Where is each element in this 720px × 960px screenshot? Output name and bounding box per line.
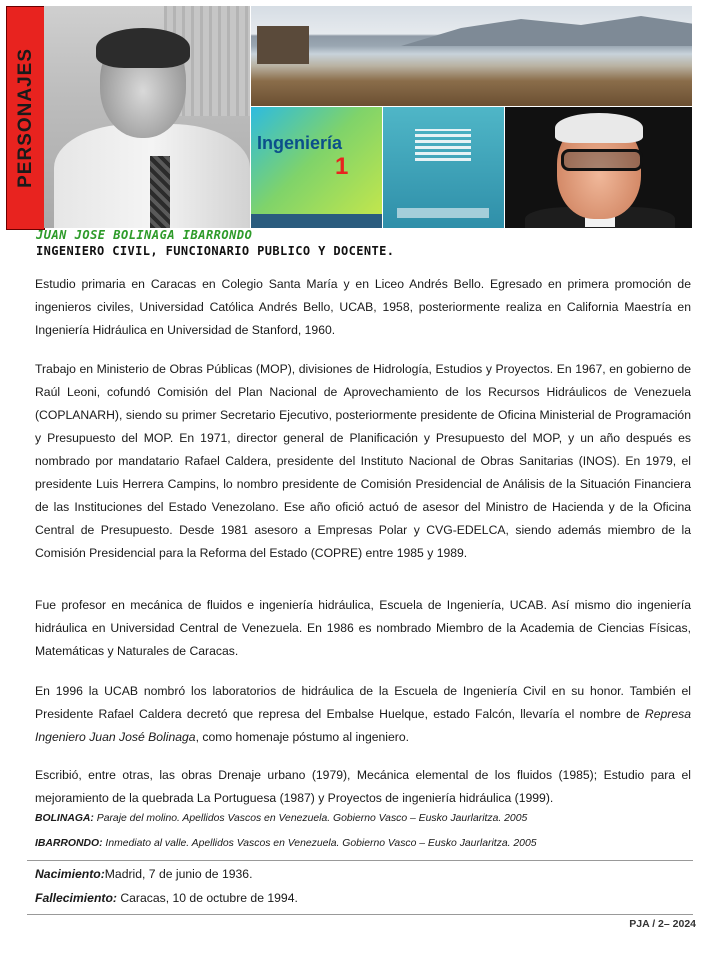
portrait-older-photo bbox=[505, 107, 692, 228]
surname-meaning: Inmediato al valle. Apellidos Vascos en Venezuela. Gobierno Vasco – Eusko Jaurlaritza. 2005 bbox=[102, 838, 537, 849]
header-banner bbox=[6, 6, 692, 230]
book-cover-ingenieria bbox=[251, 107, 382, 228]
surname-note bbox=[35, 838, 537, 849]
page-footer: PJA / 2– 2024 bbox=[629, 918, 696, 930]
book-cover-title: Ingeniería bbox=[257, 133, 343, 153]
portrait-young-photo bbox=[44, 6, 250, 228]
book-cover-hydraulics bbox=[383, 107, 504, 228]
reservoir-photo bbox=[251, 6, 692, 106]
surname-term: IBARRONDO: bbox=[35, 838, 103, 849]
death-fact bbox=[35, 891, 298, 905]
paragraph-text: , como homenaje póstumo al ingeniero. bbox=[195, 730, 409, 744]
person-name: JUAN JOSE BOLINAGA IBARRONDO bbox=[36, 228, 253, 242]
biography-paragraph: Fue profesor en mecánica de fluidos e ingeniería hidráulica, Escuela de Ingeniería, UCAB. Así mismo dio ingeniería hidráulica en Universidad Central de Venezuela. En 1986 es nombrado Miembro de la Academia de Ciencias Físicas, Matemáticas y Naturales de Caracas. bbox=[35, 598, 691, 658]
surname-note bbox=[35, 813, 527, 824]
death-label: Fallecimiento: bbox=[35, 891, 117, 905]
book-cover-number: 1 bbox=[335, 153, 349, 180]
birth-label: Nacimiento: bbox=[35, 867, 105, 881]
person-role: INGENIERO CIVIL, FUNCIONARIO PUBLICO Y DOCENTE. bbox=[36, 244, 395, 258]
birth-value: Madrid, 7 de junio de 1936. bbox=[104, 867, 253, 881]
biography-paragraph: Trabajo en Ministerio de Obras Públicas (MOP), divisiones de Hidrología, Estudios y Proyectos. En 1967, en gobierno de Raúl Leoni, cofundó Comisión del Plan Nacional de Aprovechamiento de los Recursos Hidráulicos de Venezuela (COPLANARH), siendo su primer Secretario Ejecutivo, posteriormente presidente de Oficina Ministerial de Programación y Presupuesto del MOP. En 1971, director general de Planificación y Presupuesto del MOP, y un año después es nombrado por mandatario Rafael Caldera, presidente del Instituto Nacional de Obras Sanitarias (INOS). En 1979, el presidente Luis Herrera Campins, lo nombro presidente de Comisión Presidencial de Análisis de la Situación Financiera de las Instituciones del Estado Venezolano. Ese año ofició actuó de asesor del Ministro de Hacienda y de la Oficina Central de Presupuesto. Desde 1981 asesoro a Empresas Polar y CVG-EDELCA, siendo además miembro de la Comisión Presidencial para la Reforma del Estado (COPRE) entre 1985 y 1989. bbox=[35, 362, 691, 560]
divider bbox=[27, 860, 693, 861]
biography-paragraph: Escribió, entre otras, las obras Drenaje urbano (1979), Mecánica elemental de los fluidos (1985); Estudio para el mejoramiento de la quebrada La Portuguesa (1987) y Proyectos de ingeniería hidráulica (1999). bbox=[35, 768, 691, 805]
divider bbox=[27, 914, 693, 915]
birth-fact bbox=[35, 867, 252, 881]
paragraph-text: En 1996 la UCAB nombró los laboratorios de hidráulica de la Escuela de Ingeniería Civil en su honor. También el Presidente Rafael Caldera decretó que represa del Embalse Huelque, estado Falcón, llevaría el nombre de bbox=[35, 684, 691, 721]
biography-paragraph bbox=[35, 680, 691, 749]
dam-name: Represa Ingeniero Juan José Bolinaga bbox=[35, 707, 691, 744]
death-value: Caracas, 10 de octubre de 1994. bbox=[116, 891, 298, 905]
section-tag-label: PERSONAJES bbox=[14, 48, 36, 188]
surname-meaning: Paraje del molino. Apellidos Vascos en Venezuela. Gobierno Vasco – Eusko Jaurlaritza. 2005 bbox=[93, 813, 528, 824]
biography-paragraph: Estudio primaria en Caracas en Colegio Santa María y en Liceo Andrés Bello. Egresado en primera promoción de ingenieros civiles, Universidad Católica Andrés Bello, UCAB, 1958, posteriormente realiza en California Maestría en Ingeniería Hidráulica en Universidad de Stanford, 1960. bbox=[35, 277, 691, 337]
surname-term: BOLINAGA: bbox=[35, 813, 94, 824]
section-tag bbox=[6, 6, 45, 230]
